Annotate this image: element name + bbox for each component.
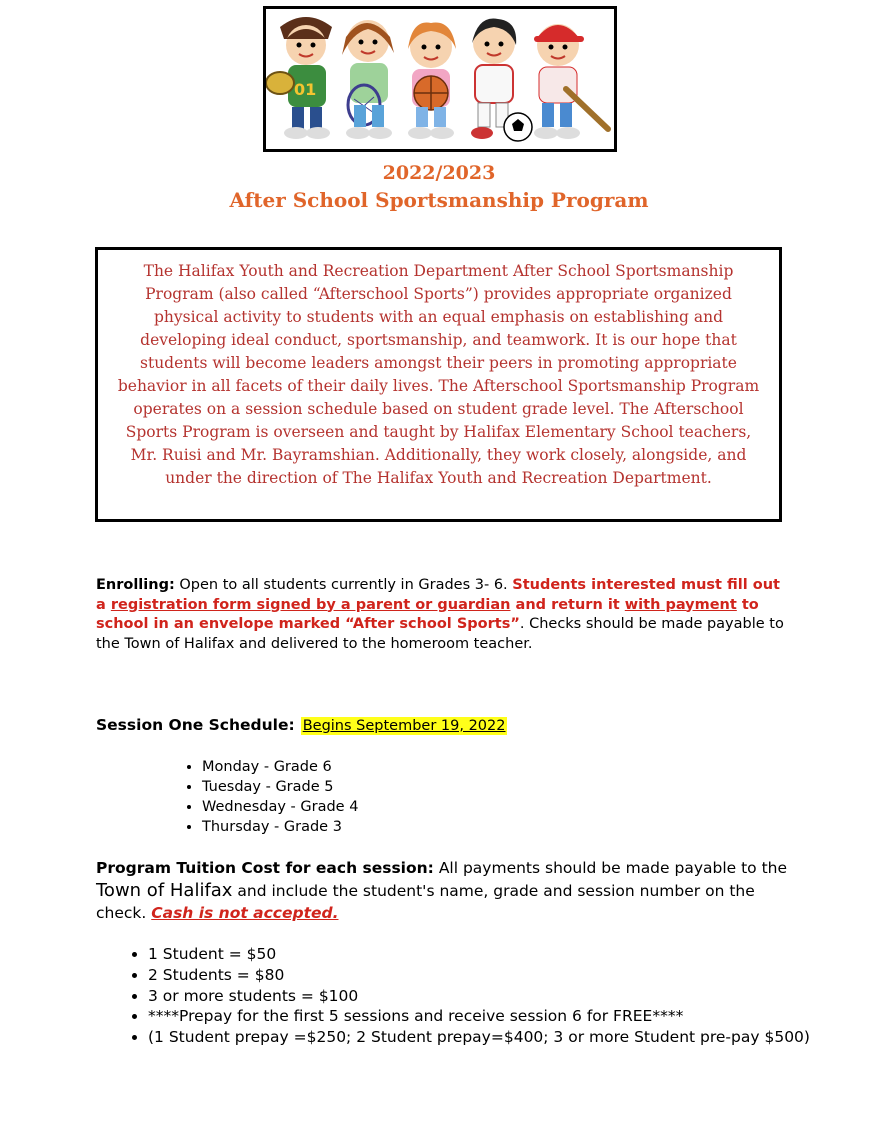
session-one-label: Session One Schedule: — [96, 716, 295, 734]
enrolling-section — [96, 576, 786, 654]
session-day-list — [176, 757, 358, 837]
tuition-section — [96, 857, 796, 925]
with-payment-text: with payment — [624, 596, 737, 613]
list-item: • 3 or more students = $100 — [148, 986, 828, 1007]
list-item: • Thursday - Grade 3 — [202, 817, 358, 837]
enrolling-open-text: Open to all students currently in Grades 3- 6. — [174, 577, 513, 593]
tuition-text-1: All payments should be made payable to the — [433, 859, 788, 877]
enrolling-label: Enrolling: — [96, 577, 175, 593]
kids-sports-illustration — [263, 6, 617, 152]
intro-box — [95, 247, 782, 522]
enrolling-instruction-1: Students interested must fill out a — [96, 577, 780, 613]
list-item: • 2 Students = $80 — [148, 965, 828, 986]
kid-tennis — [342, 20, 394, 139]
kid-football — [266, 17, 332, 139]
tuition-cost-list — [122, 944, 828, 1048]
list-item: • ****Prepay for the first 5 sessions and receive session 6 for FREE**** — [148, 1006, 828, 1027]
session-one-heading — [96, 716, 507, 734]
svg-text:01: 01 — [294, 80, 317, 99]
enrolling-instruction-2: and return it — [510, 596, 625, 613]
no-cash-notice: Cash is not accepted. — [151, 904, 339, 922]
enrolling-instruction-3: to school in an envelope marked “After school Sports” — [96, 596, 759, 632]
town-name: Town of Halifax — [96, 879, 233, 901]
enrolling-tail-text: . Checks should be made payable to the Town of Halifax and delivered to the homeroom teacher. — [96, 616, 784, 652]
program-title: After School Sportsmanship Program — [229, 188, 649, 212]
kids-illustration-svg — [266, 9, 614, 149]
list-item: • 1 Student = $50 — [148, 944, 828, 965]
session-begins-date: Begins September 19, 2022 — [302, 718, 506, 734]
tuition-label: Program Tuition Cost for each session: — [96, 859, 434, 877]
list-item: • (1 Student prepay =$250; 2 Student prepay=$400; 3 or more Student pre-pay $500) — [148, 1027, 828, 1048]
program-year: 2022/2023 — [382, 162, 496, 184]
registration-form-text: registration form signed by a parent or guardian — [110, 596, 511, 613]
tuition-text-2: and include the student's name, grade and session number on the check. — [96, 881, 755, 922]
list-item: • Tuesday - Grade 5 — [202, 777, 358, 797]
list-item: • Monday - Grade 6 — [202, 757, 358, 777]
kid-baseball — [534, 24, 608, 139]
kid-basketball — [408, 23, 456, 139]
kid-soccer — [471, 19, 532, 142]
list-item: • Wednesday - Grade 4 — [202, 797, 358, 817]
intro-text: The Halifax Youth and Recreation Department After School Sportsmanship Program (also called “Afterschool Sports”) provides appropriate organized physical activity to students with an equal emphasis on establishing and developing ideal conduct, sportsmanship, and teamwork. It is our hope that students will become leaders amongst their peers in promoting appropriate behavior in all facets of their daily lives. The Afterschool Sportsmanship Program operates on a session schedule based on student grade level. The Afterschool Sports Program is overseen and taught by Halifax Elementary School teachers, Mr. Ruisi and Mr. Bayramshian. Additionally, they work closely, alongside, and under the direction of The Halifax Youth and Recreation Department. — [117, 262, 760, 487]
